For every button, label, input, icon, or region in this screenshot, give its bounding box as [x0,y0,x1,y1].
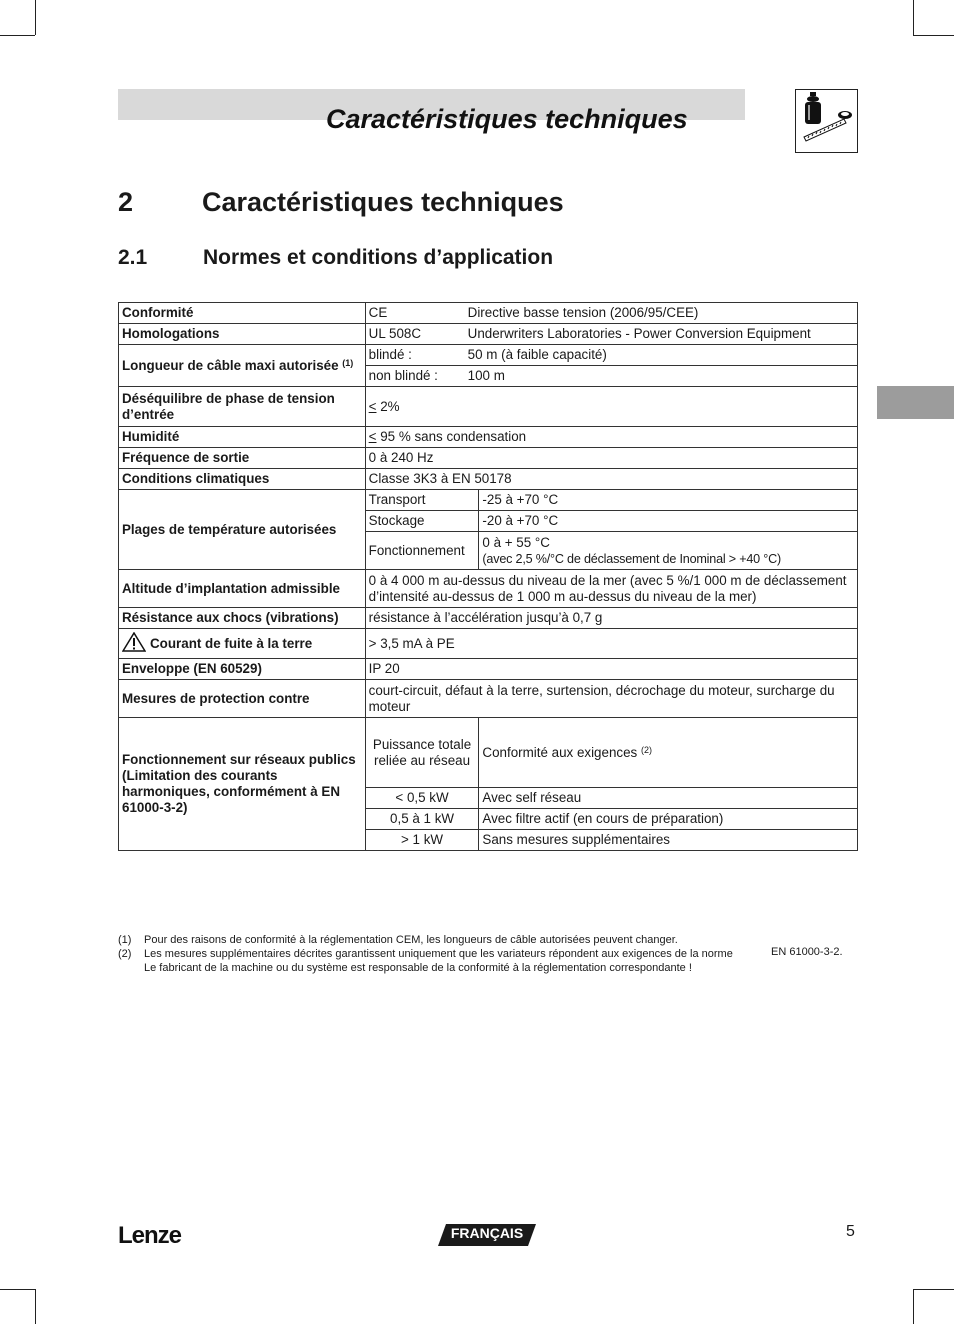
footnote-ref: (2) [640,744,652,755]
value-key: Transport [365,490,479,511]
value-text: -20 à +70 °C [479,511,858,532]
table-row [119,718,858,788]
row-value: court-circuit, défaut à la terre, surtension, décrochage du moteur, surcharge du moteur [365,680,857,718]
table-row [119,303,858,324]
value-key: > 1 kW [365,830,479,851]
section-title: Caractéristiques techniques [202,187,564,217]
value-text [479,532,858,570]
table-row [119,570,858,608]
value-text: Avec self réseau [479,788,858,809]
lenze-logo: Lenze [118,1222,182,1249]
value-text: Directive basse tension (2006/95/CEE) [467,305,699,320]
table-row [119,608,858,629]
row-value: > 3,5 mA à PE [365,629,857,659]
row-label: Plages de température autorisées [119,490,366,570]
language-label: FRANÇAIS [450,1225,524,1241]
row-label: Fonctionnement sur réseaux publics (Limitation des courants harmoniques, conformément à EN 61000-3-2) [119,718,366,851]
footnote [118,933,858,947]
value-note: (avec 2,5 %/°C de déclassement de Inominal > +40 °C) [482,551,782,566]
row-label: Déséquilibre de phase de tension d’entrée [119,387,366,427]
column-header-text: Conformité aux exigences [482,744,638,760]
row-value [365,345,857,366]
table-row [119,448,858,469]
value-key: Fonctionnement [365,532,479,570]
footnote-standard: EN 61000-3-2. [771,946,843,958]
crop-mark [0,35,35,36]
crop-mark [913,1289,914,1324]
value-text: 100 m [467,368,505,383]
column-header: Puissance totale reliée au réseau [365,718,479,788]
warning-icon [122,632,146,656]
row-value [365,303,857,324]
specifications-table [118,302,858,851]
table-row [119,324,858,345]
side-tab [877,386,954,419]
row-value: Classe 3K3 à EN 50178 [365,469,857,490]
value-key: non blindé : [368,368,438,383]
row-label: Conformité [119,303,366,324]
table-row [119,659,858,680]
table-row [119,345,858,366]
row-value [365,427,857,448]
subsection-number: 2.1 [118,246,148,269]
value-key: UL 508C [368,326,422,341]
crop-mark [913,35,954,36]
row-value: résistance à l’accélération jusqu’à 0,7 g [365,608,857,629]
row-label: Altitude d’implantation admissible [119,570,366,608]
value-line: 0 à + 55 °C [482,534,550,550]
column-header [479,718,858,788]
value-key: CE [368,305,388,320]
page-number: 5 [846,1223,855,1240]
footnote [118,947,858,975]
crop-mark [913,0,914,35]
table-row [119,490,858,511]
row-label: Enveloppe (EN 60529) [119,659,366,680]
value-text: -25 à +70 °C [479,490,858,511]
row-value: 0 à 4 000 m au-dessus du niveau de la mer (avec 5 %/1 000 m de déclassement d’intensité au-dessus de 1 000 m au-dessus du niveau de la mer) [365,570,857,608]
subsection-title: Normes et conditions d’application [203,246,554,269]
section-number: 2 [118,187,134,217]
row-value: IP 20 [365,659,857,680]
value-key: < 0,5 kW [365,788,479,809]
value-key: 0,5 à 1 kW [365,809,479,830]
footnote-text: Les mesures supplémentaires décrites garantissent uniquement que les variateurs répondent aux exigences de la norme [144,948,733,960]
row-label [119,629,366,659]
section-heading [118,187,564,218]
row-value [365,387,857,427]
row-label: Fréquence de sortie [119,448,366,469]
row-label: Homologations [119,324,366,345]
row-value [365,366,857,387]
footnote-number: (1) [118,934,132,946]
footnote-ref: (1) [342,357,354,368]
footnotes [118,933,858,975]
crop-mark [913,1289,954,1290]
value-text: Sans mesures supplémentaires [479,830,858,851]
table-row [119,469,858,490]
footnote-number: (2) [118,948,132,960]
row-label [119,345,366,387]
row-label: Humidité [119,427,366,448]
value-text: Underwriters Laboratories - Power Conversion Equipment [467,326,811,341]
row-value: 0 à 240 Hz [365,448,857,469]
value-key: Stockage [365,511,479,532]
measurement-icon [795,89,858,153]
table-row [119,680,858,718]
table-row [119,387,858,427]
crop-mark [0,1289,35,1290]
crop-mark [35,0,36,35]
value-symbol: < [368,429,377,444]
row-label: Mesures de protection contre [119,680,366,718]
table-row [119,629,858,659]
footnote-body [144,947,733,975]
crop-mark [35,1289,36,1324]
value-text: Avec filtre actif (en cours de préparation) [479,809,858,830]
row-label-text: Longueur de câble maxi autorisée [122,357,339,373]
subsection-heading [118,246,553,270]
footnote-text: Pour des raisons de conformité à la réglementation CEM, les longueurs de câble autorisées peuvent changer. [144,934,678,946]
value-text: 95 % sans condensation [380,429,527,444]
footnote-text: Le fabricant de la machine ou du système est responsable de la conformité à la réglementation correspondante ! [144,962,692,974]
value-text: 50 m (à faible capacité) [467,347,607,362]
row-label: Résistance aux chocs (vibrations) [119,608,366,629]
value-key: blindé : [368,347,412,362]
row-label-text: Courant de fuite à la terre [150,635,313,651]
row-label: Conditions climatiques [119,469,366,490]
value-text: 2% [380,398,400,414]
header-title: Caractéristiques techniques [326,104,688,134]
table-row [119,427,858,448]
value-symbol: < [368,398,377,414]
row-value [365,324,857,345]
